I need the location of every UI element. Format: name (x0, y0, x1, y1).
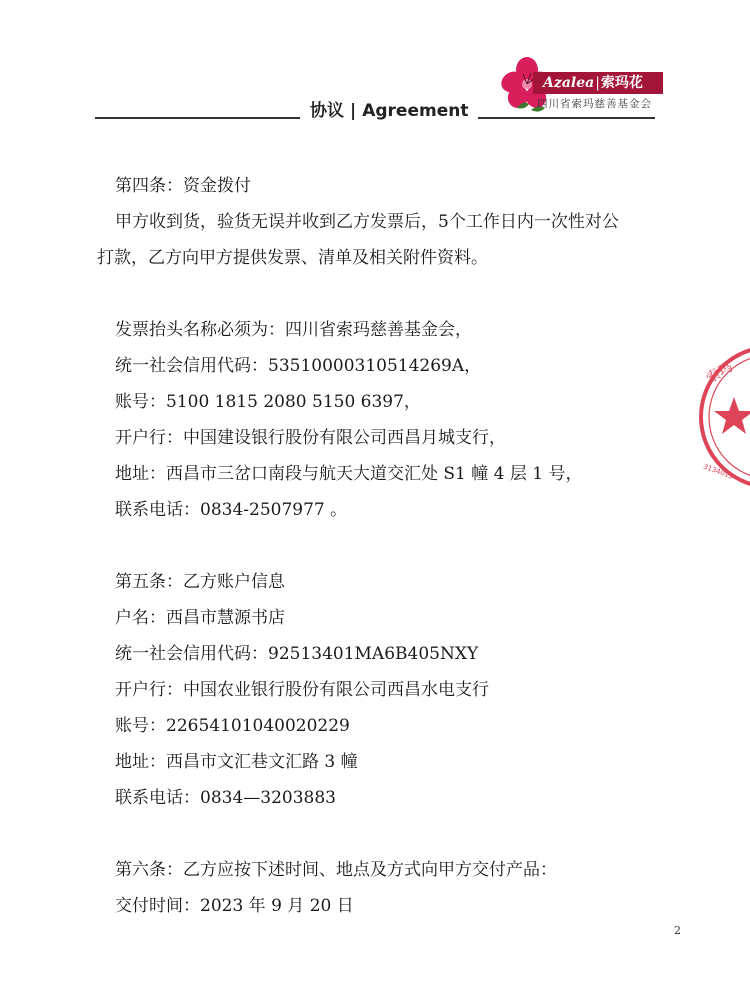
party-b-account-number: 账号：22654101040020229 (115, 716, 350, 736)
title-chinese: 协议 (310, 101, 344, 121)
invoice-account-number: 账号：5100 1815 2080 5150 6397， (115, 392, 421, 412)
page-header (0, 0, 750, 130)
article-4-text-line-2: 打款，乙方向甲方提供发票、清单及相关附件资料。 (97, 248, 488, 268)
party-b-account-name: 户名：西昌市慧源书店 (115, 608, 285, 628)
invoice-address: 地址：西昌市三岔口南段与航天大道交汇处 S1 幢 4 层 1 号， (115, 464, 583, 484)
invoice-phone: 联系电话：0834-2507977 。 (115, 500, 348, 520)
logo-name-chinese: 索玛花 (600, 75, 643, 91)
invoice-title-requirement: 发票抬头名称必须为：四川省索玛慈善基金会， (115, 320, 472, 340)
party-b-phone: 联系电话：0834—3203883 (115, 788, 336, 808)
title-english: Agreement (362, 101, 469, 121)
article-6-heading: 第六条：乙方应按下述时间、地点及方式向甲方交付产品： (115, 860, 557, 880)
official-seal-stamp (696, 345, 750, 495)
article-4-heading: 第四条：资金拨付 (115, 176, 251, 196)
title-separator: | (350, 101, 357, 121)
agreement-body (97, 168, 695, 924)
party-b-credit-code: 统一社会信用代码：92513401MA6B405NXY (115, 644, 479, 664)
logo-banner (533, 72, 663, 94)
logo-subtitle: 四川省索玛慈善基金会 (537, 98, 652, 110)
spacer (115, 276, 695, 312)
seal-text-fragment: 索玛 (703, 359, 736, 387)
logo-divider: | (595, 75, 600, 91)
party-b-address: 地址：西昌市文汇巷文汇路 3 幢 (115, 752, 358, 772)
seal-code-fragment: 3134015 (702, 462, 735, 481)
spacer (115, 528, 695, 564)
article-4-text-line-1: 甲方收到货，验货无误并收到乙方发票后，5个工作日内一次性对公 (115, 212, 619, 232)
logo-name-english: Azalea (543, 75, 595, 91)
document-title (300, 98, 478, 124)
delivery-time: 交付时间：2023 年 9 月 20 日 (115, 896, 354, 916)
azalea-foundation-logo (497, 54, 672, 114)
invoice-bank: 开户行：中国建设银行股份有限公司西昌月城支行， (115, 428, 506, 448)
invoice-credit-code: 统一社会信用代码：53510000310514269A， (115, 356, 482, 376)
page-number: 2 (674, 924, 681, 937)
spacer (115, 816, 695, 852)
party-b-bank: 开户行：中国农业银行股份有限公司西昌水电支行 (115, 680, 489, 700)
article-5-heading: 第五条：乙方账户信息 (115, 572, 285, 592)
